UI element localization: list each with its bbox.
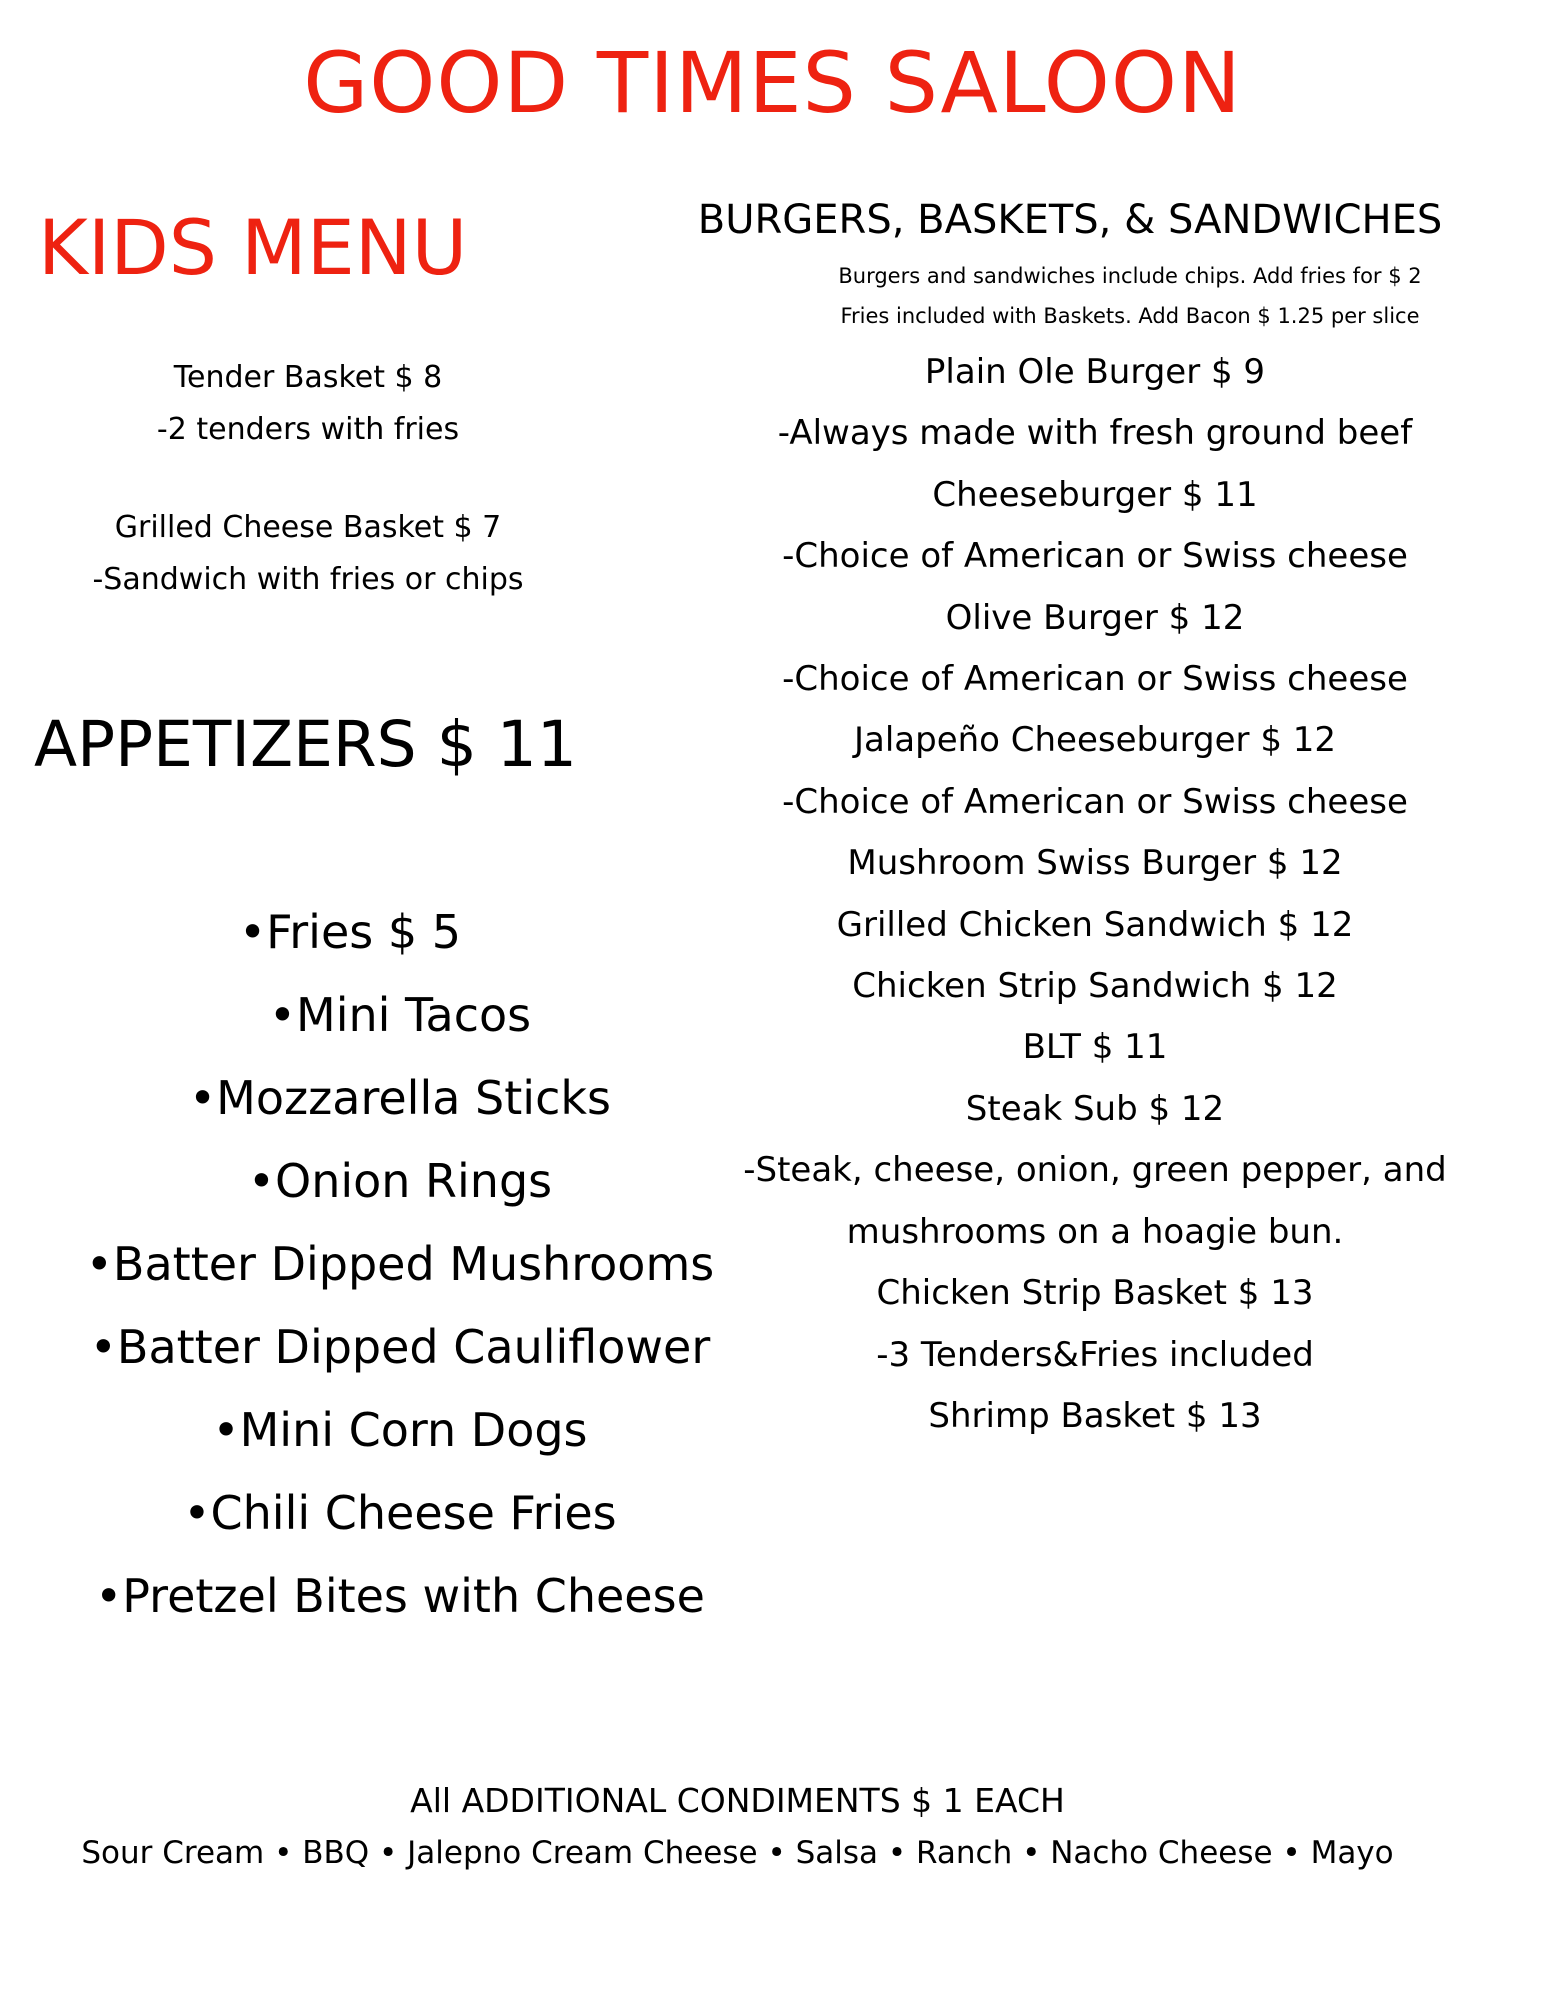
burgers-note: Fries included with Baskets. Add Bacon $ 1.25 per slice <box>840 304 1420 328</box>
menu-line: -Choice of American or Swiss cheese <box>782 659 1408 700</box>
menu-line: -Choice of American or Swiss cheese <box>782 781 1408 822</box>
appetizers-list <box>10 891 790 1638</box>
burgers-note: Burgers and sandwiches include chips. Add fries for $ 2 <box>838 264 1422 288</box>
menu-line: Cheeseburger $ 11 <box>932 474 1258 515</box>
appetizer-item: •Batter Dipped Cauliflower <box>89 1320 711 1374</box>
appetizer-item: •Mini Corn Dogs <box>212 1403 588 1457</box>
menu-line: -Always made with fresh ground beef <box>777 413 1413 454</box>
menu-line: -Choice of American or Swiss cheese <box>782 536 1408 577</box>
menu-line: Olive Burger $ 12 <box>945 597 1245 638</box>
appetizers-heading: APPETIZERS $ 11 <box>34 708 577 781</box>
appetizer-item: •Fries $ 5 <box>239 905 461 959</box>
restaurant-title: GOOD TIMES SALOON <box>303 34 1242 132</box>
menu-line: Steak Sub $ 12 <box>965 1088 1225 1129</box>
kids-menu-items <box>38 352 578 606</box>
menu-line: mushrooms on a hoagie bun. <box>846 1211 1344 1252</box>
kids-item-name: Tender Basket $ 8 <box>173 360 443 395</box>
menu-line: -Steak, cheese, onion, green pepper, and <box>743 1150 1447 1191</box>
kids-menu-heading: KIDS MENU <box>38 203 468 292</box>
menu-line: -3 Tenders&Fries included <box>876 1334 1314 1375</box>
kids-item-name: Grilled Cheese Basket $ 7 <box>114 510 502 545</box>
menu-line: Grilled Chicken Sandwich $ 12 <box>836 904 1354 945</box>
menu-line: Plain Ole Burger $ 9 <box>924 352 1266 392</box>
menu-line: Shrimp Basket $ 13 <box>928 1395 1262 1436</box>
condiments-heading: All ADDITIONAL CONDIMENTS $ 1 EACH <box>410 1781 1065 1820</box>
menu-line: Chicken Strip Sandwich $ 12 <box>852 966 1338 1007</box>
menu-line: Jalapeño Cheeseburger $ 12 <box>853 720 1337 761</box>
burgers-notes <box>740 256 1520 336</box>
kids-item-description: -Sandwich with fries or chips <box>92 562 524 597</box>
appetizer-item: •Batter Dipped Mushrooms <box>85 1237 715 1291</box>
menu-line: Chicken Strip Basket $ 13 <box>876 1273 1314 1314</box>
appetizer-item: •Chili Cheese Fries <box>183 1486 617 1540</box>
menu-line: Mushroom Swiss Burger $ 12 <box>847 843 1343 884</box>
burgers-heading: BURGERS, BASKETS, & SANDWICHES <box>697 197 1443 243</box>
condiments-list: Sour Cream • BBQ • Jalepno Cream Cheese • Salsa • Ranch • Nacho Cheese • Mayo <box>81 1835 1394 1871</box>
appetizer-item: •Mini Tacos <box>268 988 532 1042</box>
appetizer-item: •Mozzarella Sticks <box>189 1071 611 1125</box>
kids-item-description: -2 tenders with fries <box>156 412 460 447</box>
appetizer-item: •Onion Rings <box>247 1154 553 1208</box>
menu-line: BLT $ 11 <box>1022 1027 1168 1068</box>
kids-menu-item <box>38 502 578 606</box>
kids-menu-item <box>38 352 578 456</box>
burgers-list <box>680 342 1510 1447</box>
appetizer-item: •Pretzel Bites with Cheese <box>95 1569 705 1623</box>
